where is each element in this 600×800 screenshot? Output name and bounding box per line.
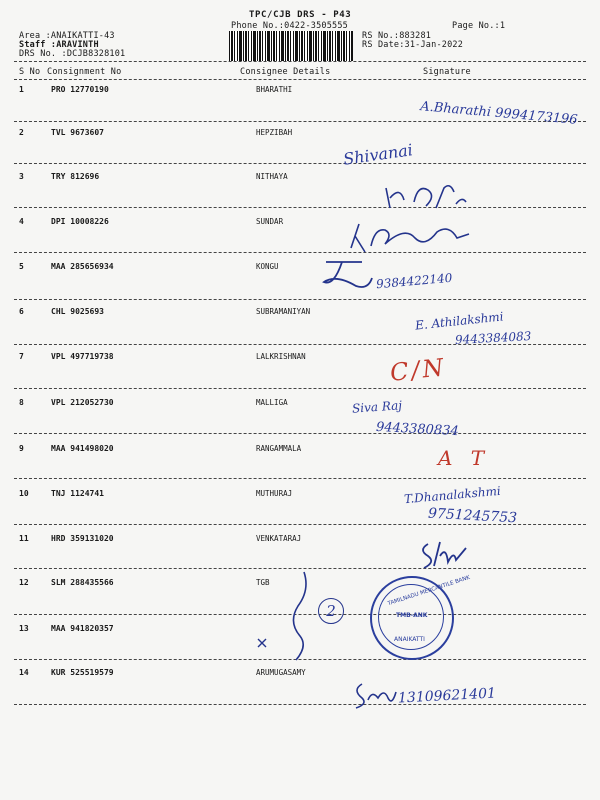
- row-sno: 3: [19, 172, 24, 181]
- rs-number: RS No.:883281: [362, 31, 432, 41]
- signature-row-13-circle: 2: [318, 598, 344, 624]
- row-sno: 4: [19, 217, 24, 226]
- row-consignee: HEPZIBAH: [256, 128, 293, 137]
- row-sno: 6: [19, 307, 24, 316]
- row-sno: 8: [19, 398, 24, 407]
- row-sno: 1: [19, 85, 24, 94]
- row-consignment: TRY 812696: [51, 172, 100, 181]
- area-label: Area :ANAIKATTI-43: [19, 31, 115, 41]
- row-consignee: SUNDAR: [256, 217, 284, 226]
- row-consignee: RANGAMMALA: [256, 444, 302, 453]
- row-consignment: MAA 941498020: [51, 444, 114, 453]
- signature-row-8-phone: 9443380834: [375, 419, 460, 440]
- bank-stamp: [370, 574, 471, 660]
- row-consignment: VPL 497719738: [51, 352, 114, 361]
- row-sno: 5: [19, 262, 24, 271]
- signature-row-10-phone: 9751245753: [427, 505, 518, 527]
- col-consignment: Consignment No: [47, 67, 122, 77]
- row-consignee: KONGU: [256, 262, 279, 271]
- row-consignee: TGB: [256, 578, 270, 587]
- signature-row-2: Shivanai: [342, 140, 414, 169]
- row-consignment: TNJ 1124741: [51, 489, 104, 498]
- row-sno: 12: [19, 578, 29, 587]
- row-consignment: HRD 359131020: [51, 534, 114, 543]
- row-divider: [14, 163, 586, 164]
- signature-row-8-name: Siva Raj: [351, 398, 403, 416]
- row-divider: [14, 207, 586, 208]
- rs-date: RS Date:31-Jan-2022: [362, 40, 464, 50]
- row-consignment: DPI 10008226: [51, 217, 109, 226]
- row-sno: 10: [19, 489, 29, 498]
- col-sno: S No: [19, 67, 41, 77]
- signature-row-11: [414, 536, 474, 572]
- signature-row-10-name: T.Dhanalakshmi: [403, 483, 502, 507]
- row-divider: [14, 252, 586, 253]
- row-consignee: SUBRAMANIYAN: [256, 307, 311, 316]
- row-consignee: MUTHURAJ: [256, 489, 293, 498]
- stamp-bottom-text: ANAIKATTI: [394, 636, 425, 643]
- drs-number: DRS No. :DCJB8328101: [19, 49, 126, 59]
- header-divider: [14, 61, 586, 62]
- row-consignment: KUR 525519579: [51, 668, 114, 677]
- signature-row-1: A.Bharathi 9994173196: [419, 99, 579, 128]
- row-consignee: NITHAYA: [256, 172, 288, 181]
- row-consignment: SLM 288435566: [51, 578, 114, 587]
- row-consignment: CHL 9025693: [51, 307, 104, 316]
- barcode-icon: [229, 31, 353, 61]
- signature-row-4: [345, 218, 475, 258]
- signature-row-6: E. Athilakshmi: [414, 309, 505, 333]
- signature-row-14-phone: 13109621401: [397, 685, 497, 707]
- row-consignment: PRO 12770190: [51, 85, 109, 94]
- row-divider: [14, 478, 586, 479]
- signature-row-5: [318, 256, 378, 294]
- row-consignment: MAA 285656934: [51, 262, 114, 271]
- row-sno: 11: [19, 534, 29, 543]
- stamp-top-text: TAMILNADU MERCANTILE BANK: [387, 574, 471, 608]
- row-sno: 2: [19, 128, 24, 137]
- ink-mark: [255, 636, 269, 650]
- row-sno: 14: [19, 668, 29, 677]
- signature-row-7: C/N: [388, 353, 448, 387]
- row-sno: 7: [19, 352, 24, 361]
- col-consignee: Consignee Details: [240, 67, 331, 77]
- row-consignment: MAA 941820357: [51, 624, 114, 633]
- signature-row-9: A T: [438, 446, 491, 470]
- drs-title: TPC/CJB DRS - P43: [249, 10, 352, 20]
- row-consignee: MALLIGA: [256, 398, 288, 407]
- signature-row-14: [350, 676, 400, 712]
- row-consignee: LALKRISHNAN: [256, 352, 306, 361]
- row-divider: [14, 433, 586, 434]
- phone-number: Phone No.:0422-3505555: [231, 21, 348, 31]
- signature-row-6-phone: 9443384083: [454, 329, 532, 347]
- signature-row-12-13: [282, 566, 322, 664]
- stamp-ifsc: TMB-ANK: [396, 612, 428, 619]
- row-sno: 9: [19, 444, 24, 453]
- signature-row-5-phone: 9384422140: [375, 270, 453, 292]
- row-consignee: ARUMUGASAMY: [256, 668, 306, 677]
- columns-divider: [14, 79, 586, 80]
- row-consignee: VENKATARAJ: [256, 534, 302, 543]
- row-consignment: TVL 9673607: [51, 128, 104, 137]
- page-number: Page No.:1: [452, 21, 506, 31]
- col-signature: Signature: [423, 67, 471, 77]
- row-sno: 13: [19, 624, 29, 633]
- row-divider: [14, 704, 586, 705]
- row-divider: [14, 299, 586, 300]
- row-consignee: BHARATHI: [256, 85, 293, 94]
- row-consignment: VPL 212052730: [51, 398, 114, 407]
- staff-label: Staff :ARAVINTH: [19, 40, 99, 50]
- row-divider: [14, 388, 586, 389]
- signature-row-3: [380, 178, 470, 214]
